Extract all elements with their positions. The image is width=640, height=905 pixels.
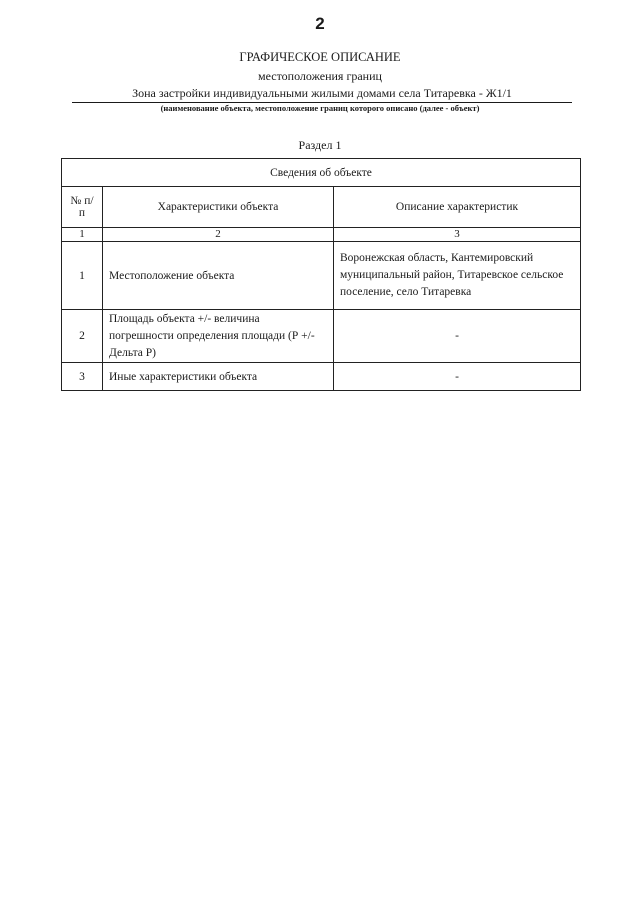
table-row <box>62 363 581 391</box>
table-row <box>62 242 581 310</box>
row-num: 2 <box>62 310 103 363</box>
row-description: - <box>334 363 581 391</box>
object-info-table <box>61 158 581 391</box>
row-description: - <box>334 310 581 363</box>
object-name: Зона застройки индивидуальными жилыми домами села Титаревка - Ж1/1 <box>72 86 572 103</box>
header-characteristic: Характеристики объекта <box>103 187 334 228</box>
page-number: 2 <box>315 14 325 33</box>
column-index: 2 <box>103 228 334 242</box>
header-description: Описание характеристик <box>334 187 581 228</box>
column-index: 3 <box>334 228 581 242</box>
column-index: 1 <box>62 228 103 242</box>
row-characteristic: Иные характеристики объекта <box>103 363 334 391</box>
table-header-row <box>62 187 581 228</box>
row-characteristic: Местоположение объекта <box>103 242 334 310</box>
row-num: 1 <box>62 242 103 310</box>
table-caption: Сведения об объекте <box>62 159 581 187</box>
column-index-row <box>62 228 581 242</box>
table-caption-row <box>62 159 581 187</box>
header-num: № п/п <box>62 187 103 228</box>
row-num: 3 <box>62 363 103 391</box>
row-description: Воронежская область, Кантемировский муниципальный район, Титаревское сельское поселение, село Титаревка <box>334 242 581 310</box>
document-title: ГРАФИЧЕСКОЕ ОПИСАНИЕ <box>239 50 401 64</box>
row-characteristic: Площадь объекта +/- величина погрешности определения площади (Р +/- Дельта Р) <box>103 310 334 363</box>
document-subtitle: местоположения границ <box>258 69 382 83</box>
table-row <box>62 310 581 363</box>
object-name-caption: (наименование объекта, местоположение границ которого описано (далее - объект) <box>160 103 480 113</box>
section-title: Раздел 1 <box>298 138 342 152</box>
